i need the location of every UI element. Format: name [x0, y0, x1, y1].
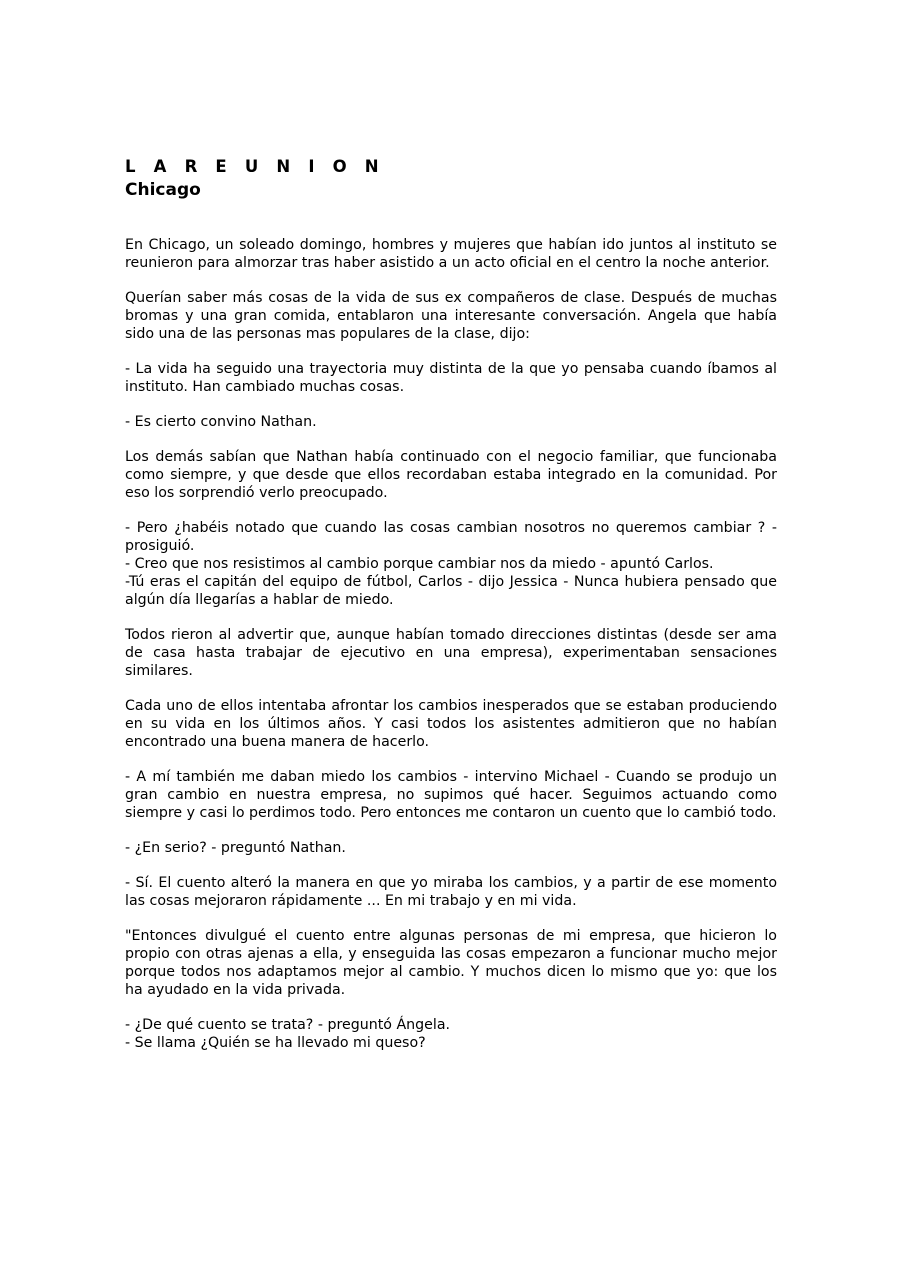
paragraph: En Chicago, un soleado domingo, hombres y mujeres que habían ido juntos al instituto se reunieron para almorzar tras haber asistido a un acto oficial en el centro la noche anterior. [125, 237, 777, 271]
document-title: L A R E U N I O N [125, 157, 385, 176]
paragraph: Los demás sabían que Nathan había continuado con el negocio familiar, que funcionaba como siempre, y que desde que ellos recordaban estaba integrado en la comunidad. Por eso los sorprendió verlo preocupado. [125, 449, 777, 501]
dialogue-line: - Se llama ¿Quién se ha llevado mi queso? [125, 1035, 426, 1051]
dialogue-line: - ¿En serio? - preguntó Nathan. [125, 840, 346, 856]
dialogue-line: - A mí también me daban miedo los cambios - intervino Michael - Cuando se produjo un gran cambio en nuestra empresa, no supimos qué hacer. Seguimos actuando como siempre y casi lo perdimos todo. Pero entonces me contaron un cuento que lo cambió todo. [125, 769, 777, 821]
document-subtitle: Chicago [125, 180, 201, 200]
dialogue-line: - Pero ¿habéis notado que cuando las cosas cambian nosotros no queremos cambiar ? - prosiguió. [125, 520, 777, 554]
dialogue-line: - Es cierto convino Nathan. [125, 414, 317, 430]
dialogue-line: - Creo que nos resistimos al cambio porque cambiar nos da miedo - apuntó Carlos. [125, 556, 714, 572]
paragraph: Cada uno de ellos intentaba afrontar los cambios inesperados que se estaban produciendo en su vida en los últimos años. Y casi todos los asistentes admitieron que no habían encontrado una buena manera de hacerlo. [125, 698, 777, 750]
dialogue-line: - ¿De qué cuento se trata? - preguntó Ángela. [125, 1017, 451, 1033]
paragraph: Todos rieron al advertir que, aunque habían tomado direcciones distintas (desde ser ama de casa hasta trabajar de ejecutivo en una empresa), experimentaban sensaciones similares. [125, 627, 777, 679]
paragraph: "Entonces divulgué el cuento entre algunas personas de mi empresa, que hicieron lo propio con otras ajenas a ella, y enseguida las cosas empezaron a funcionar mucho mejor porque todos nos adaptamos mejor al cambio. Y muchos dicen lo mismo que yo: que los ha ayudado en la vida privada. [125, 928, 777, 998]
dialogue-line: - Sí. El cuento alteró la manera en que yo miraba los cambios, y a partir de ese momento las cosas mejoraron rápidamente ... En mi trabajo y en mi vida. [125, 875, 777, 909]
paragraph: Querían saber más cosas de la vida de sus ex compañeros de clase. Después de muchas bromas y una gran comida, entablaron una interesante conversación. Angela que había sido una de las personas mas populares de la clase, dijo: [125, 290, 777, 342]
document-page [125, 156, 777, 1052]
dialogue-line: -Tú eras el capitán del equipo de fútbol, Carlos - dijo Jessica - Nunca hubiera pensado que algún día llegarías a hablar de miedo. [125, 574, 777, 608]
dialogue-line: - La vida ha seguido una trayectoria muy distinta de la que yo pensaba cuando íbamos al instituto. Han cambiado muchas cosas. [125, 361, 777, 395]
